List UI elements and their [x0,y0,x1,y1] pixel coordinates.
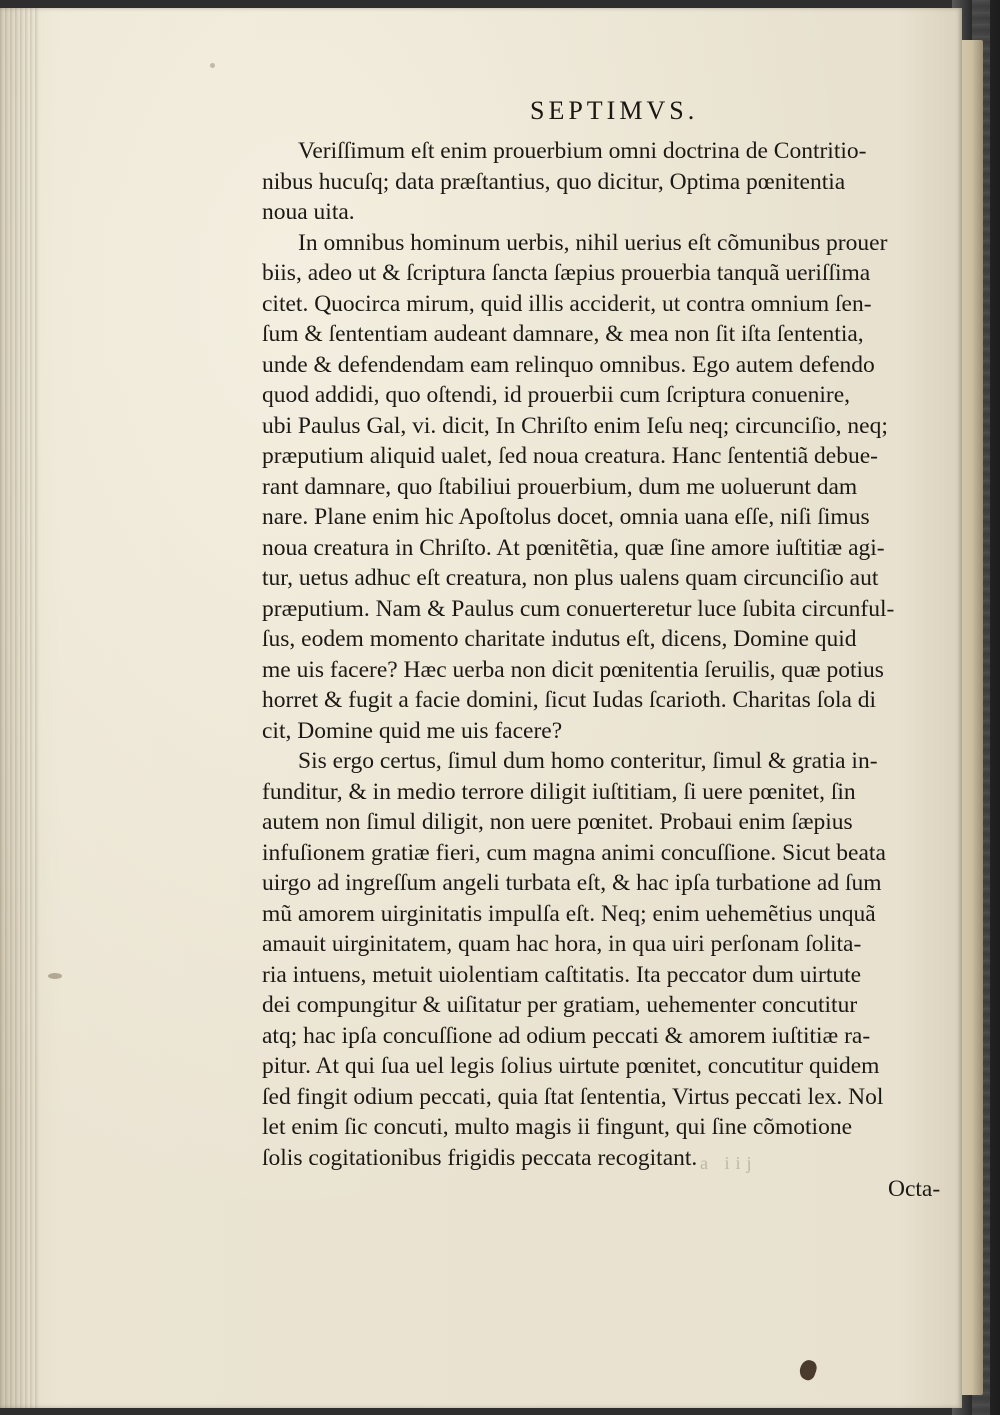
text-line: In omnibus hominum uerbis, nihil uerius eſt cõmunibus prouer [298,229,888,256]
text-line: ſolis cogitationibus frigidis peccata recogitant. [262,1144,698,1171]
paragraph-1 [262,136,962,228]
text-line: let enim ſic concuti, multo magis ii fingunt, qui ſine cõmotione [262,1114,853,1140]
text-line: ſus, eodem momento charitate indutus eſt, dicens, Domine quid [262,626,857,652]
ink-blot [797,1358,819,1382]
paragraph-3 [262,746,962,1173]
signature-mark: a iij [700,1153,758,1173]
running-head: SEPTIMVS. [530,96,699,125]
paragraph-2 [262,228,962,747]
text-line: Veriſſimum eſt enim prouerbium omni doctrina de Contritio- [298,138,867,164]
text-line: ſed fingit odium peccati, quia ſtat ſententia, Virtus peccati lex. Nol [262,1083,884,1110]
text-line: horret & fugit a facie domini, ſicut Iudas ſcarioth. Charitas ſola di [262,687,877,713]
text-line: tur, uetus adhuc eſt creatura, non plus ualens quam circunciſio aut [262,565,879,591]
text-line: ria intuens, metuit uiolentiam caſtitatis. Ita peccator dum uirtute [262,961,862,988]
text-line: cit, Domine quid me uis facere? [262,717,563,744]
text-line: noua creatura in Chriſto. At pœnitẽtia, quæ ſine amore iuſtitiæ agi- [262,534,885,561]
text-line: mũ amorem uirginitatis impulſa eſt. Neq; enim uehemẽtius unquã [262,900,876,927]
text-line: Sis ergo certus, ſimul dum homo conteritur, ſimul & gratia in- [298,748,878,774]
catchword: Octa- [888,1176,941,1202]
text-line: præputium. Nam & Paulus cum conuerteretur luce ſubita circunful- [262,595,895,622]
text-line: rant damnare, quo ſtabiliui prouerbium, dum me uoluerunt dam [262,473,858,500]
text-line: ſum & ſententiam audeant damnare, & mea non ſit iſta ſententia, [262,321,864,347]
text-line: funditur, & in medio terrore diligit iuſtitiam, ſi uere pœnitet, ſin [262,778,856,805]
text-line: autem non ſimul diligit, non uere pœnitet. Probaui enim ſæpius [262,809,853,835]
text-line: quod addidi, quo oſtendi, id prouerbii cum ſcriptura conuenire, [262,382,851,408]
text-line: nare. Plane enim hic Apoſtolus docet, omnia uana eſſe, niſi ſimus [262,504,870,530]
text-line: pitur. At qui ſua uel legis ſolius uirtute pœnitet, concutitur quidem [262,1053,880,1079]
text-line: ubi Paulus Gal, vi. dicit, In Chriſto enim Ieſu neq; circunciſio, neq; [262,412,888,439]
text-line: atq; hac ipſa concuſſione ad odium peccati & amorem iuſtitiæ ra- [262,1022,871,1049]
text-line: unde & defendendam eam relinquo omnibus. Ego autem defendo [262,351,875,378]
margin-stain [48,973,62,979]
text-line: præputium aliquid ualet, ſed noua creatura. Hanc ſententiã debue- [262,443,878,469]
text-line: amauit uirginitatem, quam hac hora, in qua uiri perſonam ſolita- [262,931,862,957]
body-text [262,136,962,1173]
book-page [0,8,962,1408]
text-line: biis, adeo ut & ſcriptura ſancta ſæpius prouerbia tanquã ueriſſima [262,260,871,286]
text-line: nibus hucuſq; data præſtantius, quo dicitur, Optima pœnitentia [262,168,846,195]
text-line: citet. Quocirca mirum, quid illis acciderit, ut contra omnium ſen- [262,290,872,317]
page-stain [210,63,215,68]
text-line: noua uita. [262,199,355,225]
text-line: uirgo ad ingreſſum angeli turbata eſt, & hac ipſa turbatione ad ſum [262,870,882,896]
text-line: dei compungitur & uiſitatur per gratiam, uehementer concutitur [262,992,858,1018]
text-line: me uis facere? Hæc uerba non dicit pœnitentia ſeruilis, quæ potius [262,656,884,683]
text-line: infuſionem gratiæ fieri, cum magna animi concuſſione. Sicut beata [262,839,886,866]
page-gutter [0,8,40,1408]
